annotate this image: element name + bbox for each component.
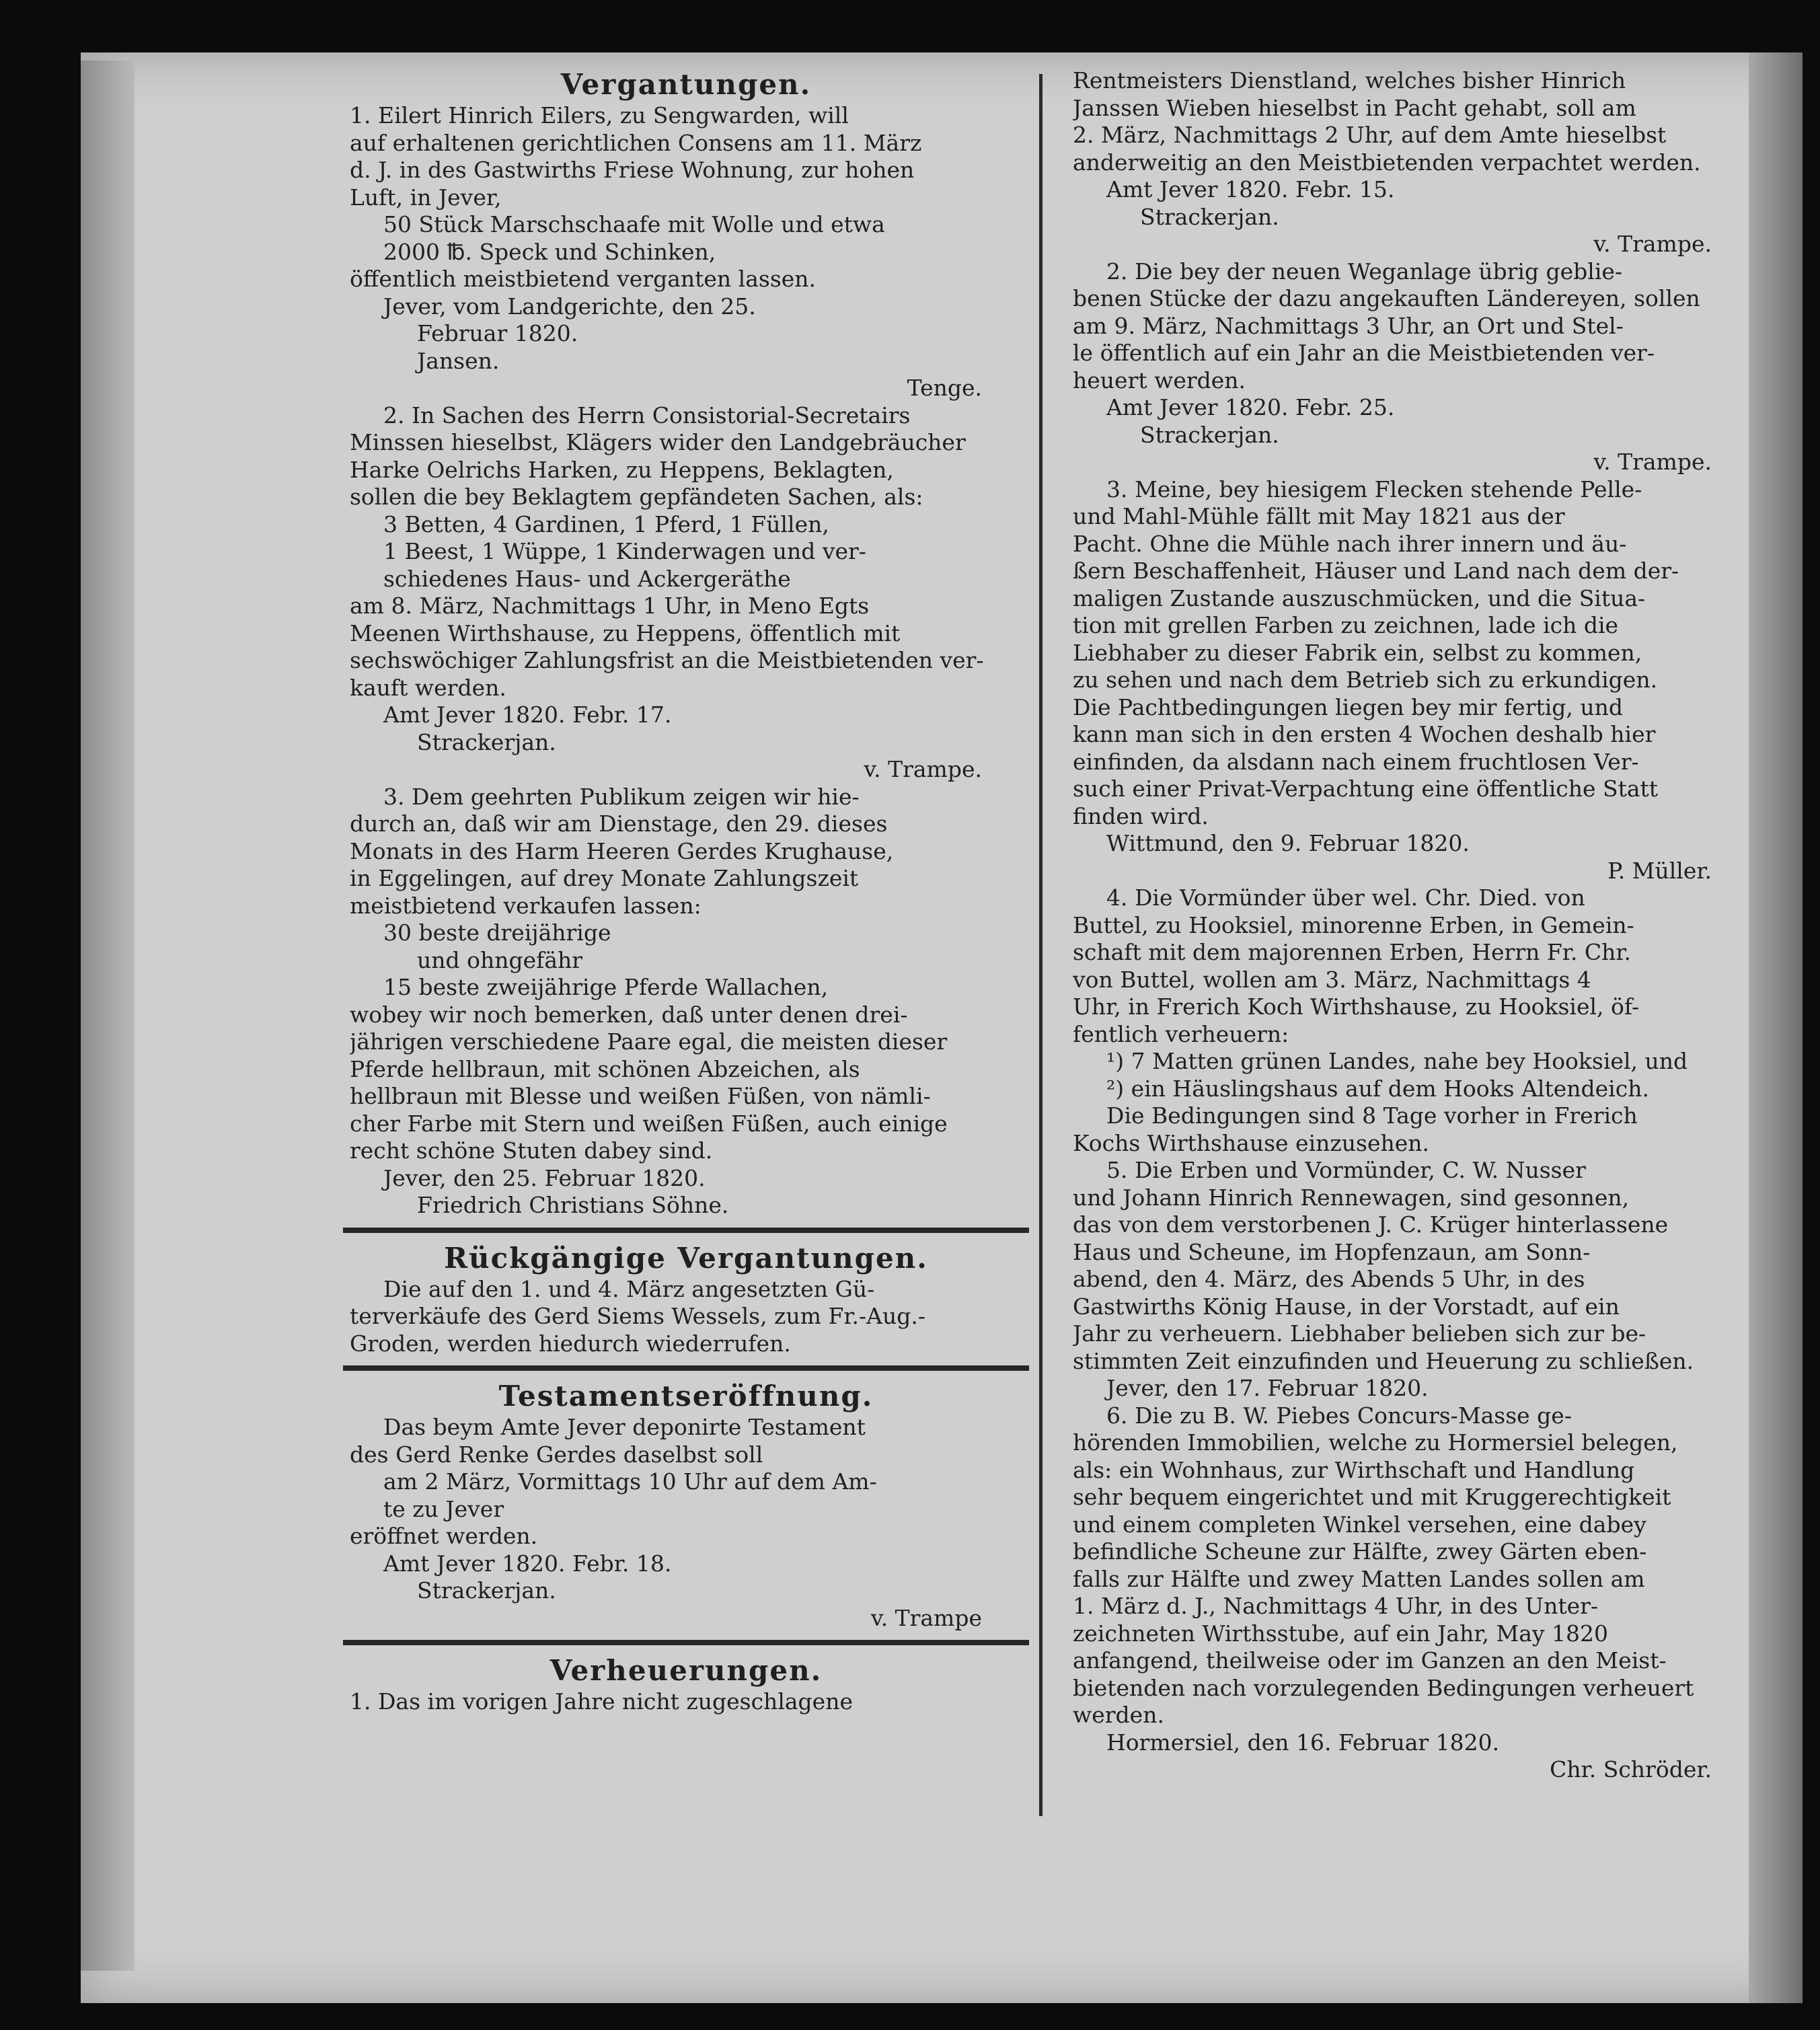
- text-line: kauft werden.: [350, 674, 506, 701]
- notice-verheuerung-3: [1073, 476, 1752, 885]
- text-line: sollen die bey Beklagtem gepfändeten Sachen, als:: [350, 484, 923, 510]
- text-line: Jahr zu verheuern. Liebhaber belieben sich zur be-: [1073, 1320, 1646, 1347]
- text-line: am 9. März, Nachmittags 3 Uhr, an Ort und Stel-: [1073, 312, 1624, 339]
- text-line: 1 Beest, 1 Wüppe, 1 Kinderwagen und ver-: [383, 538, 866, 564]
- text-line: als: ein Wohnhaus, zur Wirthschaft und Handlung: [1073, 1456, 1635, 1483]
- text-line: befindliche Scheune zur Hälfte, zwey Gärten eben-: [1073, 1538, 1647, 1565]
- text-line: Harke Oelrichs Harken, zu Heppens, Beklagten,: [350, 456, 894, 483]
- signature: Jansen.: [417, 347, 500, 374]
- place-date: Jever, den 17. Februar 1820.: [1106, 1375, 1429, 1401]
- text-line: 4. Die Vormünder über wel. Chr. Died. von: [1106, 885, 1585, 911]
- notice-verheuerung-4: [1073, 885, 1752, 1157]
- text-line: le öffentlich auf ein Jahr an die Meistbietenden ver-: [1073, 340, 1655, 366]
- text-line: 1. Eilert Hinrich Eilers, zu Sengwarden, will: [350, 102, 849, 128]
- place-date: Wittmund, den 9. Februar 1820.: [1106, 830, 1470, 856]
- text-line: Pferde hellbraun, mit schönen Abzeichen, als: [350, 1055, 860, 1082]
- text-line: anderweitig an den Meistbietenden verpachtet werden.: [1073, 149, 1701, 176]
- text-line: falls zur Hälfte und zwey Matten Landes sollen am: [1073, 1565, 1645, 1592]
- text-line: finden wird.: [1073, 802, 1209, 829]
- signature: Strackerjan.: [417, 728, 556, 755]
- text-line: cher Farbe mit Stern und weißen Füßen, auch einige: [350, 1110, 948, 1137]
- text-line: such einer Privat-Verpachtung eine öffentliche Statt: [1073, 776, 1659, 802]
- text-line: schaft mit dem majorennen Erben, Herrn Fr. Chr.: [1073, 939, 1632, 965]
- text-line: 1. März d. J., Nachmittags 4 Uhr, in des Unter-: [1073, 1593, 1599, 1619]
- text-line: 15 beste zweijährige Pferde Wallachen,: [383, 974, 829, 1000]
- signature: Strackerjan.: [417, 1577, 556, 1604]
- text-line: einfinden, da alsdann nach einem fruchtlosen Ver-: [1073, 748, 1639, 775]
- text-line: Luft, in Jever,: [350, 184, 502, 211]
- text-line: anfangend, theilweise oder im Ganzen an den Meist-: [1073, 1647, 1667, 1674]
- text-line: Haus und Scheune, im Hopfenzaun, am Sonn-: [1073, 1238, 1591, 1265]
- text-line: 1. Das im vorigen Jahre nicht zugeschlagene: [350, 1688, 853, 1715]
- text-line: das von dem verstorbenen J. C. Krüger hinterlassene: [1073, 1211, 1669, 1238]
- text-line: 30 beste dreijährige: [383, 919, 611, 946]
- text-line: und ohngefähr: [417, 946, 583, 973]
- text-line: auf erhaltenen gerichtlichen Consens am 11. März: [350, 129, 922, 156]
- notice-verheuerung-2: [1073, 258, 1752, 476]
- signature: v. Trampe.: [1593, 231, 1712, 257]
- text-line: Meenen Wirthshause, zu Heppens, öffentlich mit: [350, 619, 901, 646]
- text-line: ²) ein Häuslingshaus auf dem Hooks Altendeich.: [1106, 1075, 1649, 1102]
- heading-verheuerungen: Verheuerungen.: [549, 1654, 823, 1687]
- text-line: kann man sich in den ersten 4 Wochen deshalb hier: [1073, 721, 1656, 747]
- notice-vergantung-2: [350, 402, 1022, 784]
- text-line: ßern Beschaffenheit, Häuser und Land nach dem der-: [1073, 558, 1679, 584]
- text-line: 3. Dem geehrten Publikum zeigen wir hie-: [383, 783, 860, 810]
- signature: v. Trampe.: [864, 756, 982, 782]
- text-line: durch an, daß wir am Dienstage, den 29. dieses: [350, 811, 888, 837]
- section-rule: [343, 1640, 1029, 1645]
- text-line: 3. Meine, bey hiesigem Flecken stehende Pelle-: [1106, 476, 1642, 502]
- notice-vergantung-3: [350, 784, 1022, 1219]
- text-line: am 2 März, Vormittags 10 Uhr auf dem Am-: [383, 1468, 877, 1495]
- signature: Strackerjan.: [1140, 203, 1279, 230]
- section-rule: [343, 1365, 1029, 1371]
- text-line: 2000 ℔. Speck und Schinken,: [383, 238, 716, 265]
- notice-rueckgaengig: [350, 1276, 1022, 1358]
- signature: Friedrich Christians Söhne.: [417, 1192, 729, 1218]
- place-date: Amt Jever 1820. Febr. 18.: [383, 1550, 672, 1577]
- text-line: 3 Betten, 4 Gardinen, 1 Pferd, 1 Füllen,: [383, 511, 829, 537]
- left-column: [350, 67, 1022, 1716]
- text-line: hörenden Immobilien, welche zu Hormersiel belegen,: [1073, 1429, 1678, 1456]
- text-line: Minssen hieselbst, Klägers wider den Landgebräucher: [350, 429, 966, 455]
- text-line: meistbietend verkaufen lassen:: [350, 892, 702, 919]
- text-line: te zu Jever: [383, 1495, 504, 1522]
- text-line: werden.: [1073, 1702, 1164, 1728]
- text-line: d. J. in des Gastwirths Friese Wohnung, zur hohen: [350, 157, 915, 183]
- text-line: und Johann Hinrich Rennewagen, sind gesonnen,: [1073, 1184, 1630, 1211]
- text-line: 2. In Sachen des Herrn Consistorial-Secretairs: [383, 402, 911, 428]
- notice-verheuerung-1: [350, 1688, 1022, 1716]
- text-line: wobey wir noch bemerken, daß unter denen drei-: [350, 1001, 908, 1028]
- notice-verheuerung-1-cont: [1073, 67, 1752, 258]
- place-date: Amt Jever 1820. Febr. 17.: [383, 702, 672, 728]
- section-rule: [343, 1228, 1029, 1233]
- text-line: recht schöne Stuten dabey sind.: [350, 1137, 713, 1164]
- text-line: des Gerd Renke Gerdes daselbst soll: [350, 1441, 763, 1468]
- text-line: Gastwirths König Hause, in der Vorstadt, auf ein: [1073, 1293, 1620, 1320]
- text-line: ¹) 7 Matten grünen Landes, nahe bey Hooksiel, und: [1106, 1048, 1688, 1074]
- right-column: [1073, 67, 1752, 1784]
- text-line: bietenden nach vorzulegenden Bedingungen verheuert: [1073, 1674, 1694, 1701]
- column-divider: [1039, 74, 1042, 1816]
- text-line: sehr bequem eingerichtet und mit Kruggerechtigkeit: [1073, 1484, 1671, 1510]
- text-line: 2. Die bey der neuen Weganlage übrig geblie-: [1106, 258, 1623, 285]
- text-line: und Mahl-Mühle fällt mit May 1821 aus der: [1073, 503, 1565, 529]
- signature: v. Trampe: [870, 1604, 982, 1631]
- heading-rueckgaengige-vergantungen: Rückgängige Vergantungen.: [444, 1241, 928, 1275]
- text-line: Die auf den 1. und 4. März angesetzten Gü-: [383, 1275, 875, 1302]
- text-line: fentlich verheuern:: [1073, 1020, 1289, 1047]
- text-line: Groden, werden hiedurch wiederrufen.: [350, 1330, 791, 1357]
- text-line: 50 Stück Marschschaafe mit Wolle und etwa: [383, 211, 885, 237]
- text-line: heuert werden.: [1073, 367, 1246, 393]
- text-line: eröffnet werden.: [350, 1523, 538, 1549]
- text-line: Kochs Wirthshause einzusehen.: [1073, 1129, 1430, 1156]
- notice-verheuerung-6: [1073, 1402, 1752, 1784]
- text-line: Buttel, zu Hooksiel, minorenne Erben, in Gemein-: [1073, 911, 1634, 938]
- heading-testamentseroeffnung: Testamentseröffnung.: [498, 1380, 874, 1413]
- text-line: benen Stücke der dazu angekauften Ländereyen, sollen: [1073, 285, 1700, 311]
- text-line: schiedenes Haus- und Ackergeräthe: [383, 565, 791, 592]
- text-line: jährigen verschiedene Paare egal, die meisten dieser: [350, 1028, 948, 1055]
- text-line: 5. Die Erben und Vormünder, C. W. Nusser: [1106, 1157, 1586, 1183]
- text-line: zeichneten Wirthsstube, auf ein Jahr, May 1820: [1073, 1620, 1609, 1647]
- place-date: Jever, den 25. Februar 1820.: [383, 1164, 706, 1191]
- place-date: Februar 1820.: [417, 320, 578, 346]
- text-line: sechswöchiger Zahlungsfrist an die Meistbietenden ver-: [350, 647, 984, 673]
- place-date: Hormersiel, den 16. Februar 1820.: [1106, 1729, 1500, 1756]
- text-line: Janssen Wieben hieselbst in Pacht gehabt, soll am: [1073, 94, 1636, 121]
- signature: P. Müller.: [1607, 857, 1712, 884]
- notice-testament: [350, 1414, 1022, 1632]
- text-line: Pacht. Ohne die Mühle nach ihrer innern und äu-: [1073, 530, 1627, 557]
- text-line: terverkäufe des Gerd Siems Wessels, zum Fr.-Aug.-: [350, 1303, 926, 1329]
- text-line: Das beym Amte Jever deponirte Testament: [383, 1414, 866, 1440]
- text-line: zu sehen und nach dem Betrieb sich zu erkundigen.: [1073, 667, 1658, 693]
- place-date: Amt Jever 1820. Febr. 15.: [1106, 176, 1395, 202]
- text-line: 2. März, Nachmittags 2 Uhr, auf dem Amte hieselbst: [1073, 122, 1667, 148]
- page-edge: [81, 61, 135, 1971]
- text-line: von Buttel, wollen am 3. März, Nachmittags 4: [1073, 966, 1591, 993]
- notice-vergantung-1: [350, 102, 1022, 402]
- notice-verheuerung-5: [1073, 1157, 1752, 1402]
- text-line: öffentlich meistbietend verganten lassen.: [350, 266, 817, 292]
- text-line: Liebhaber zu dieser Fabrik ein, selbst zu kommen,: [1073, 639, 1642, 666]
- text-line: in Eggelingen, auf drey Monate Zahlungszeit: [350, 865, 859, 891]
- signature: Chr. Schröder.: [1550, 1756, 1712, 1782]
- signature: Tenge.: [907, 375, 982, 401]
- text-line: und einem completen Winkel versehen, eine dabey: [1073, 1511, 1646, 1538]
- text-line: Rentmeisters Dienstland, welches bisher Hinrich: [1073, 67, 1626, 93]
- text-line: Die Bedingungen sind 8 Tage vorher in Frerich: [1106, 1102, 1638, 1129]
- text-line: hellbraun mit Blesse und weißen Füßen, von nämli-: [350, 1083, 931, 1109]
- text-line: abend, den 4. März, des Abends 5 Uhr, in des: [1073, 1266, 1585, 1292]
- place-date: Amt Jever 1820. Febr. 25.: [1106, 394, 1395, 420]
- text-line: tion mit grellen Farben zu zeichnen, lade ich die: [1073, 612, 1619, 638]
- text-line: Die Pachtbedingungen liegen bey mir fertig, und: [1073, 693, 1624, 720]
- text-line: 6. Die zu B. W. Piebes Concurs-Masse ge-: [1106, 1402, 1572, 1429]
- text-line: am 8. März, Nachmittags 1 Uhr, in Meno Egts: [350, 593, 870, 619]
- text-line: stimmten Zeit einzufinden und Heuerung zu schließen.: [1073, 1347, 1694, 1374]
- page-gutter: [1749, 52, 1803, 2003]
- signature: Strackerjan.: [1140, 421, 1279, 448]
- heading-vergantungen: Vergantungen.: [560, 68, 812, 101]
- place-date: Jever, vom Landgerichte, den 25.: [383, 293, 756, 319]
- text-line: Uhr, in Frerich Koch Wirthshause, zu Hooksiel, öf-: [1073, 993, 1640, 1020]
- signature: v. Trampe.: [1593, 449, 1712, 475]
- text-line: maligen Zustande auszuschmücken, und die Situa-: [1073, 585, 1646, 611]
- text-line: Monats in des Harm Heeren Gerdes Krughause,: [350, 837, 894, 864]
